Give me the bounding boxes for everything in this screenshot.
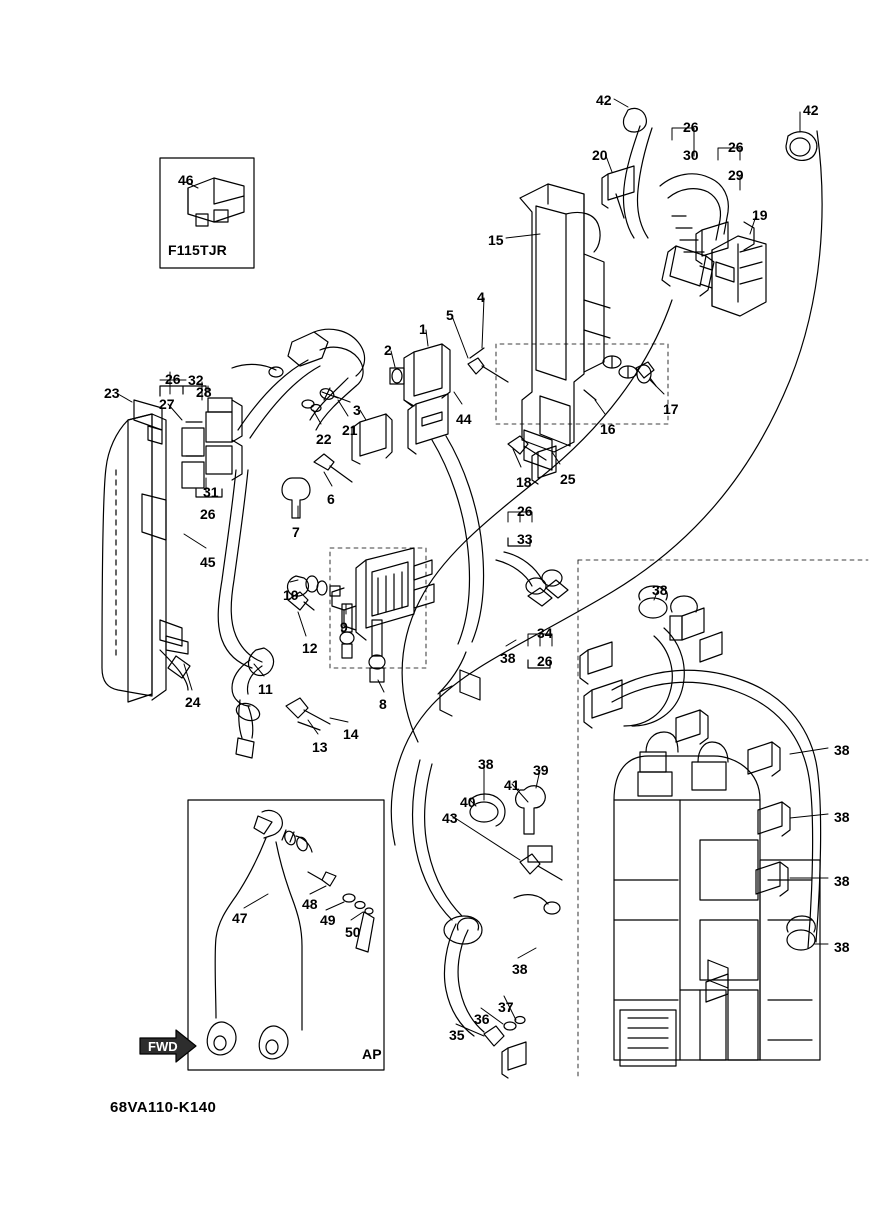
callout-number: 24 [185,694,201,710]
callout-number: 40 [460,794,476,810]
callout-number: 9 [340,619,348,635]
callout-number: 41 [504,777,520,793]
callout-number: 19 [752,207,768,223]
callout-number: 38 [834,939,850,955]
callout-number: 26 [165,371,181,387]
callout-number: 35 [449,1027,465,1043]
callout-number: 12 [302,640,318,656]
callout-number: 4 [477,289,485,305]
callout-number: 39 [533,762,549,778]
callout-number: 38 [834,873,850,889]
callout-number: 7 [292,524,300,540]
callout-number: 50 [345,924,361,940]
callout-number: 10 [283,587,299,603]
model-box-label: F115TJR [168,242,227,258]
callout-number: 14 [343,726,359,742]
callout-number: 15 [488,232,504,248]
callout-number: 32 [188,372,204,388]
callout-number: 18 [516,474,532,490]
callout-number: 26 [200,506,216,522]
callout-number: 8 [379,696,387,712]
callout-number: 21 [342,422,358,438]
callout-number: 45 [200,554,216,570]
callout-number: 13 [312,739,328,755]
callout-number: 26 [728,139,744,155]
callout-number: 38 [834,742,850,758]
callout-number: 27 [159,396,175,412]
callout-number: 25 [560,471,576,487]
callout-number: 38 [652,582,668,598]
callout-number: 43 [442,810,458,826]
callout-number: 23 [104,385,120,401]
callout-number: 38 [834,809,850,825]
callout-number: 49 [320,912,336,928]
callout-number: 2 [384,342,392,358]
callout-number: 34 [537,625,553,641]
callout-number: 44 [456,411,472,427]
callout-number: 17 [663,401,679,417]
callout-number: 31 [203,484,219,500]
fwd-arrow-label: FWD [148,1039,178,1054]
part-number: 68VA110-K140 [110,1099,217,1116]
callout-number: 3 [353,402,361,418]
callout-number: 26 [537,653,553,669]
callout-number: 46 [178,172,194,188]
callout-number: 26 [517,503,533,519]
callout-number: 36 [474,1011,490,1027]
callout-number: 42 [596,92,612,108]
callout-number: 48 [302,896,318,912]
callout-number: 28 [196,384,212,400]
ap-box-label: AP [362,1046,382,1062]
callout-number: 37 [498,999,514,1015]
callout-number: 42 [803,102,819,118]
callout-number: 38 [512,961,528,977]
callout-number: 22 [316,431,332,447]
callout-number: 20 [592,147,608,163]
callout-number: 29 [728,167,744,183]
callout-number: 38 [478,756,494,772]
callout-number: 26 [683,119,699,135]
callout-number: 33 [517,531,533,547]
callout-number: 38 [500,650,516,666]
callout-number: 6 [327,491,335,507]
callout-number: 30 [683,147,699,163]
callout-number: 1 [419,321,427,337]
callout-number: 5 [446,307,454,323]
callout-number: 11 [258,681,273,697]
callout-number: 16 [600,421,616,437]
callout-number: 47 [232,910,248,926]
